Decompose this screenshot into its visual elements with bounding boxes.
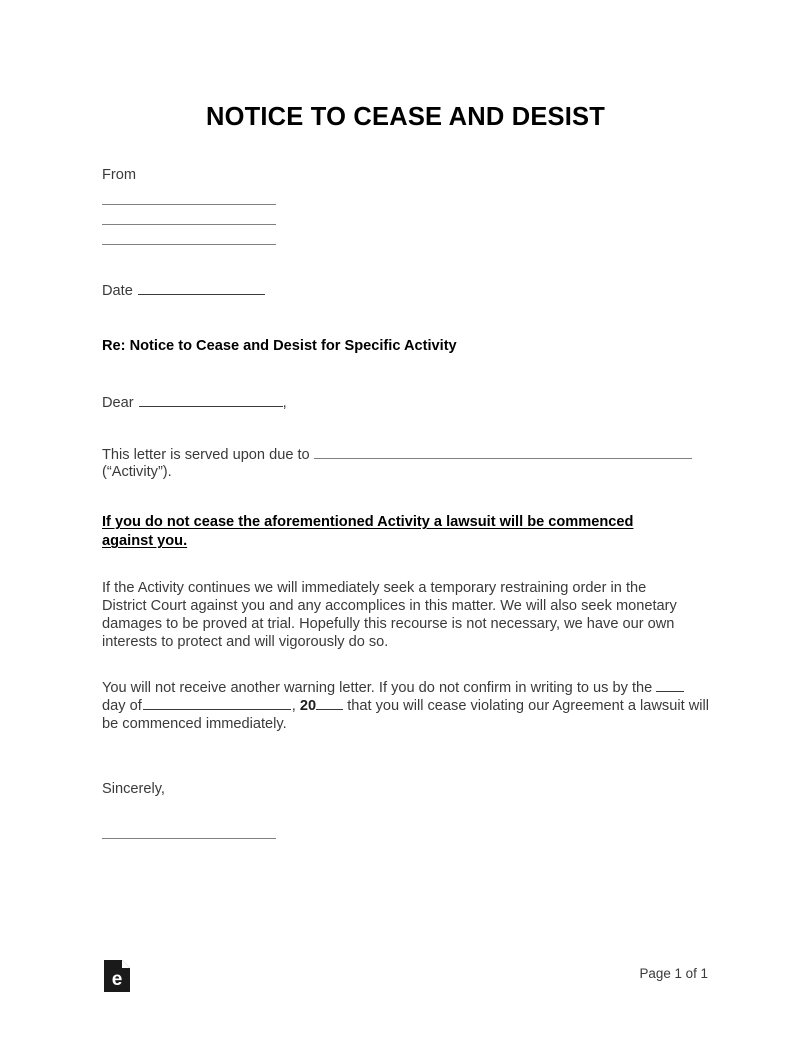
year-prefix: 20: [299, 698, 317, 715]
page-footer: [0, 954, 811, 1044]
date-input-blank[interactable]: [138, 281, 265, 295]
svg-text:e: e: [111, 969, 123, 990]
month-input-blank[interactable]: [143, 698, 291, 710]
final-paragraph-part3: ,: [291, 698, 296, 715]
from-blank-line-2[interactable]: [102, 224, 276, 225]
final-paragraph-part4: that you will cease violating our Agreement a lawsuit will be commenced immediately.: [102, 698, 709, 732]
body-paragraph: If the Activity continues we will immediately seek a temporary restraining order in the District Court against you and any accomplices in this matter. We will also seek monetary damages to be proved at trial. Hopefully this recourse is not necessary, we have our own interests to protect and will vigorously do so.: [102, 580, 677, 650]
page-title: NOTICE TO CEASE AND DESIST: [205, 103, 606, 131]
signature-blank-line[interactable]: [102, 838, 276, 839]
from-blank-lines: [102, 204, 710, 245]
served-input-blank[interactable]: [314, 447, 692, 459]
served-text: This letter is served upon due to: [102, 446, 310, 463]
letter-body: [102, 168, 710, 839]
salutation-input-blank[interactable]: [139, 393, 283, 407]
final-paragraph-part2: day of: [102, 698, 142, 715]
from-label: From: [102, 167, 137, 183]
salutation-comma: ,: [282, 394, 287, 411]
page-number: Page 1 of 1: [639, 966, 708, 981]
re-subject-line: Re: Notice to Cease and Desist for Specific Activity: [102, 337, 457, 354]
final-paragraph: [102, 680, 710, 733]
date-label: Date: [102, 282, 133, 299]
date-row: [102, 281, 710, 299]
closing-text: Sincerely,: [102, 780, 165, 797]
salutation-label: Dear: [102, 394, 134, 411]
served-paragraph: [102, 447, 710, 483]
salutation-row: [102, 393, 710, 411]
eforms-document-logo-icon: [104, 960, 130, 992]
from-blank-line-1[interactable]: [102, 204, 276, 205]
from-blank-line-3[interactable]: [102, 244, 276, 245]
day-input-blank[interactable]: [656, 680, 684, 692]
warning-statement: If you do not cease the aforementioned Activity a lawsuit will be commenced against you.: [102, 514, 634, 550]
activity-text: (“Activity”).: [102, 464, 172, 481]
final-paragraph-part1: You will not receive another warning letter. If you do not confirm in writing to us by the: [102, 680, 653, 697]
year-input-blank[interactable]: [316, 698, 343, 710]
